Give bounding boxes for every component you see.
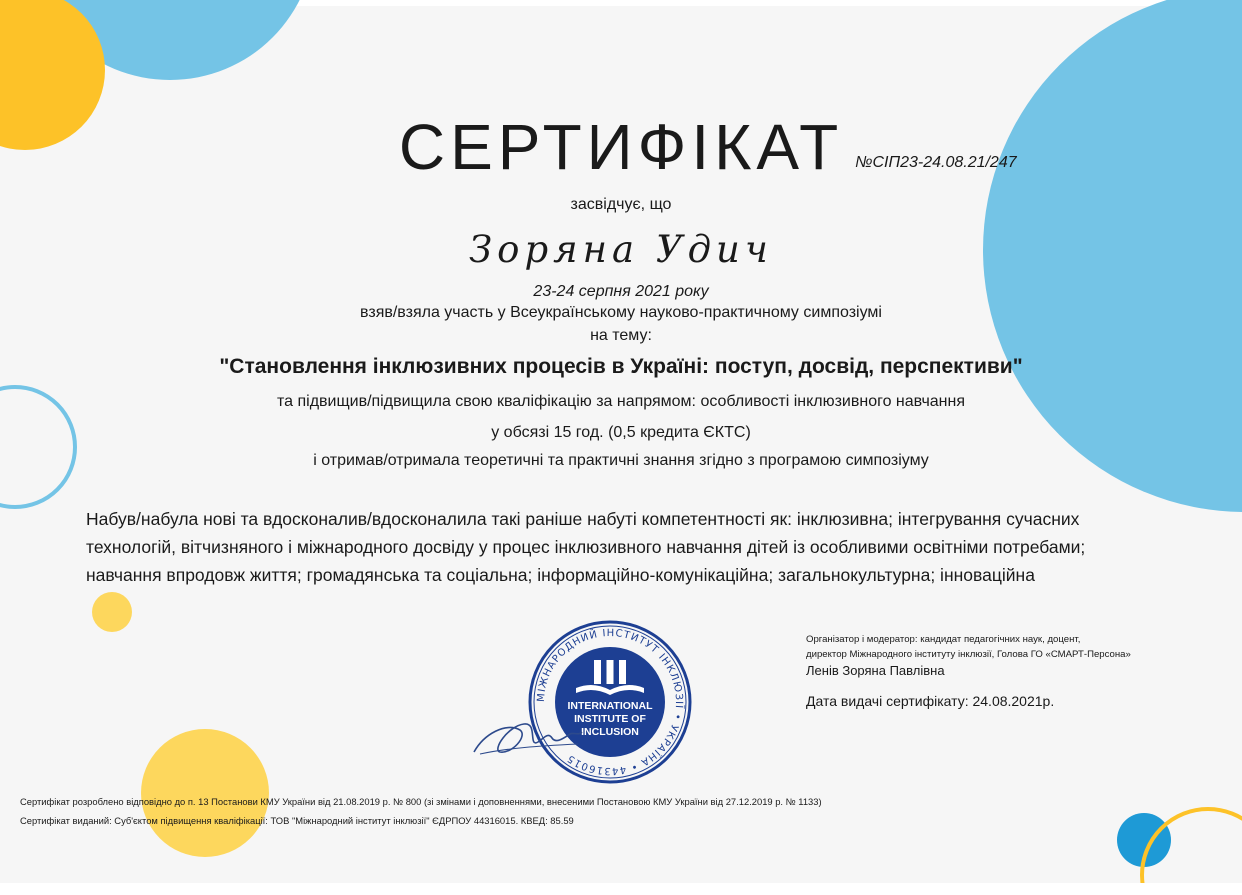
certificate-title: СЕРТИФІКАТ bbox=[398, 111, 844, 183]
on-topic-label: на тему: bbox=[590, 327, 652, 344]
signature-underline bbox=[480, 744, 578, 754]
participation-text: взяв/взяла участь у Всеукраїнському науково-практичному симпозіумі bbox=[360, 304, 882, 321]
seal-text-line1: INTERNATIONAL bbox=[567, 700, 653, 712]
organizer-role-line1: Організатор і модератор: кандидат педагогічних наук, доцент, bbox=[806, 634, 1081, 645]
qualification-text: та підвищив/підвищила свою кваліфікацію за напрямом: особливості інклюзивного навчання bbox=[276, 393, 966, 410]
competencies-paragraph: Набув/набула нові та вдосконалив/вдосконалила такі раніше набуті компетентності як: інклюзивна; інтегрування сучасних технологій, вітчизняного і міжнародного досвіду у процес інклюзивного навчання дітей із особливими освітніми потребами; навчання впродовж життя; громадянська та соціальна; інформаційно-комунікаційна; загальнокультурна; інноваційна bbox=[86, 509, 1086, 585]
event-dates: 23-24 серпня 2021 року bbox=[533, 283, 709, 300]
seal-text-line2: INSTITUTE OF bbox=[574, 713, 646, 725]
knowledge-text: і отримав/отримала теоретичні та практичні знання згідно з програмою симпозіуму bbox=[313, 452, 929, 469]
symposium-topic: "Становлення інклюзивних процесів в Україні: поступ, досвід, перспективи" bbox=[219, 355, 1023, 378]
signature-stroke bbox=[474, 724, 582, 752]
footnote-line1: Сертифікат розроблено відповідно до п. 13 Постанови КМУ України від 21.08.2019 р. № 800 (зі змінами і доповненнями, внесеними Постановою КМУ України від 27.12.2019 р. № 1133) bbox=[20, 796, 822, 807]
volume-text: у обсязі 15 год. (0,5 кредита ЄКТС) bbox=[491, 424, 751, 441]
bottom-band bbox=[0, 883, 1242, 895]
signature bbox=[468, 708, 588, 768]
organizer-name: Ленів Зоряна Павлівна bbox=[806, 663, 945, 678]
seal-text-line3: INCLUSION bbox=[581, 726, 639, 738]
issue-date: Дата видачі сертифікату: 24.08.2021р. bbox=[806, 693, 1055, 709]
organizer-role-line2: директор Міжнародного інституту інклюзії, Голова ГО «СМАРТ-Персона» bbox=[806, 649, 1131, 660]
certifies-text: засвідчує, що bbox=[570, 196, 672, 213]
recipient-name: Зоряна Удич bbox=[469, 228, 773, 271]
small-yellow-dot bbox=[92, 592, 132, 632]
seal-ring-text: МІЖНАРОДНИЙ ІНСТИТУТ ІНКЛЮЗІЇ • УКРАЇНА • 44316015 bbox=[535, 627, 685, 777]
footnote-line2: Сертифікат виданий: Суб'єктом підвищення кваліфікації: ТОВ "Міжнародний інститут інклюзії" ЄДРПОУ 44316015. КВЕД: 85.59 bbox=[20, 815, 574, 826]
certificate-number: №СІП23-24.08.21/247 bbox=[855, 154, 1017, 171]
bottom-yellow-circle bbox=[141, 729, 269, 857]
organizer-block bbox=[806, 632, 1226, 678]
certificate-title-row bbox=[0, 110, 1242, 184]
